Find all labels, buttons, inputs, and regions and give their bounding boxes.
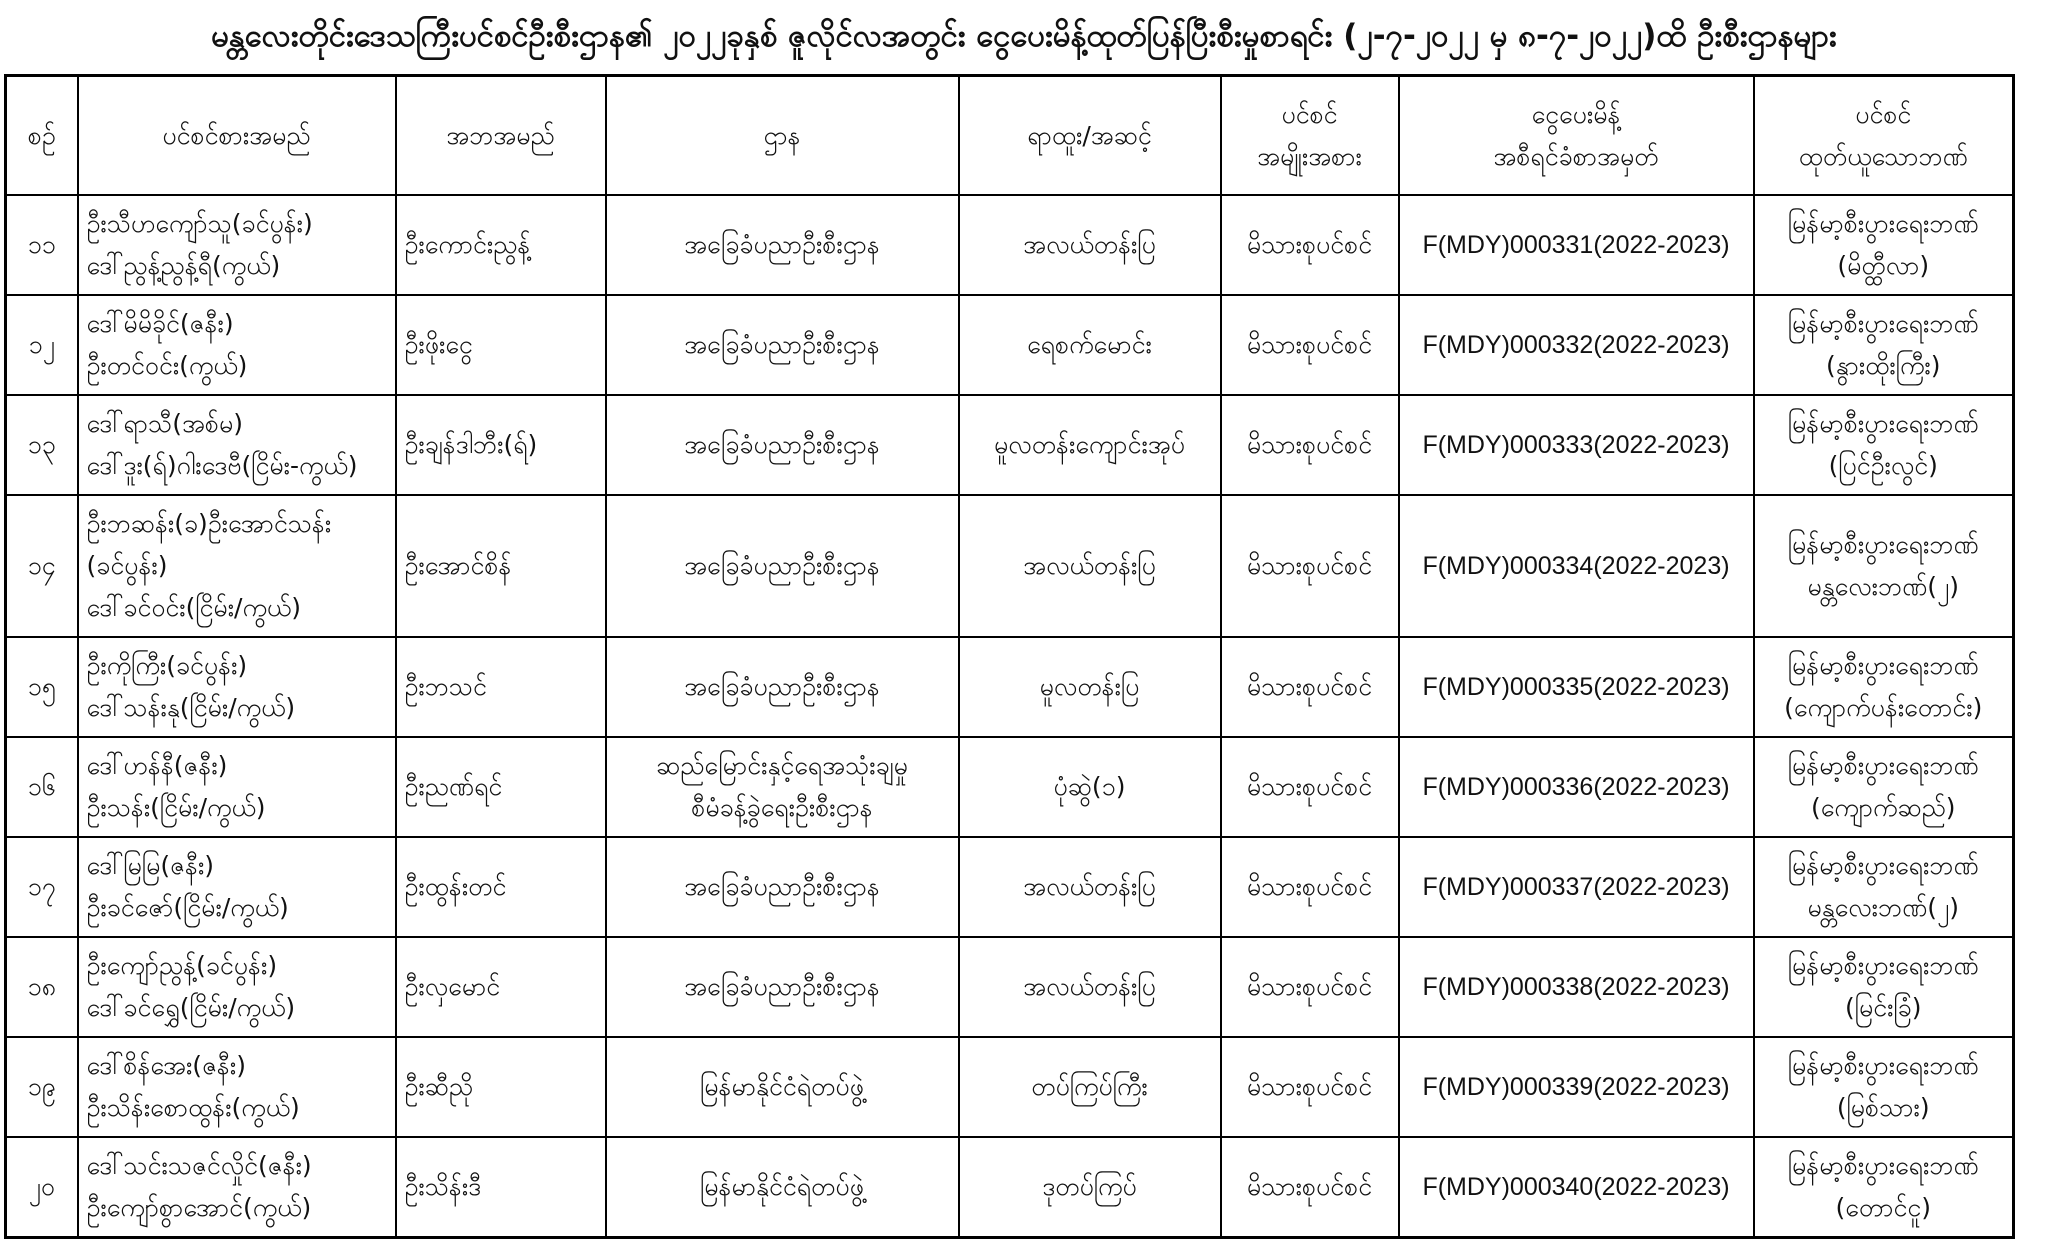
cell-bank — [1754, 637, 2014, 737]
department-line: စီမံခန့်ခွဲရေးဦးစီးဌာန — [691, 793, 873, 822]
cell-no: ၁၃ — [6, 395, 78, 495]
table-row — [6, 937, 2014, 1037]
department-line: အခြေခံပညာဦးစီးဌာန — [684, 551, 880, 580]
bank-line: မြန်မာ့စီးပွားရေးဘဏ် — [1787, 309, 1979, 338]
header-pension-type-line1: ပင်စင် — [1281, 99, 1338, 129]
cell-father-name: ဦးထွန်းတင် — [396, 837, 606, 937]
pensioner-name-line: ဒေါ်ခင်ရွှေ(ငြိမ်း/ကွယ်) — [86, 993, 296, 1022]
bank-line: မြန်မာ့စီးပွားရေးဘဏ် — [1787, 651, 1979, 680]
department-line: မြန်မာနိုင်ငံရဲတပ်ဖွဲ့ — [700, 1072, 864, 1101]
cell-pensioner-name — [78, 1137, 396, 1238]
cell-pension-type: မိသားစုပင်စင် — [1221, 737, 1399, 837]
cell-no: ၁၉ — [6, 1037, 78, 1137]
cell-father-name: ဦးအောင်စိန် — [396, 495, 606, 637]
cell-rank: အလယ်တန်းပြ — [959, 195, 1221, 295]
bank-line: မြန်မာ့စီးပွားရေးဘဏ် — [1787, 209, 1979, 238]
cell-order-number: F(MDY)000334(2022-2023) — [1399, 495, 1754, 637]
header-department: ဌာန — [606, 76, 959, 196]
cell-order-number: F(MDY)000335(2022-2023) — [1399, 637, 1754, 737]
cell-father-name: ဦးညဏ်ရင် — [396, 737, 606, 837]
cell-rank: ရေစက်မောင်း — [959, 295, 1221, 395]
cell-no: ၁၇ — [6, 837, 78, 937]
cell-father-name: ဦးချန်ဒါဘီး(ရ်) — [396, 395, 606, 495]
pensioner-name-line: ဦးသိန်းစောထွန်း(ကွယ်) — [86, 1093, 300, 1122]
cell-order-number: F(MDY)000337(2022-2023) — [1399, 837, 1754, 937]
cell-bank — [1754, 1137, 2014, 1238]
cell-department — [606, 295, 959, 395]
table-row — [6, 637, 2014, 737]
cell-father-name: ဦးဖိုးငွေ — [396, 295, 606, 395]
table-header — [6, 76, 2014, 196]
table-row — [6, 495, 2014, 637]
pensioner-name-line: ဦးသန်း(ငြိမ်း/ကွယ်) — [86, 793, 266, 822]
bank-line: (မိတ္ထီလာ) — [1837, 251, 1930, 280]
department-line: ဆည်မြောင်းနှင့်ရေအသုံးချမှု — [656, 751, 908, 780]
cell-department — [606, 195, 959, 295]
cell-pension-type: မိသားစုပင်စင် — [1221, 837, 1399, 937]
cell-rank: ပုံဆွဲ(၁) — [959, 737, 1221, 837]
bank-line: မြန်မာ့စီးပွားရေးဘဏ် — [1787, 1051, 1979, 1080]
pensioner-name-line: ဦးသီဟကျော်သူ(ခင်ပွန်း) — [86, 209, 313, 238]
cell-father-name: ဦးသိန်းဒီ — [396, 1137, 606, 1238]
pensioner-name-line: ဦးကိုကြီး(ခင်ပွန်း) — [86, 651, 248, 680]
header-bank — [1754, 76, 2014, 196]
pensioner-name-line: ဦးခင်ဇော်(ငြိမ်း/ကွယ်) — [86, 893, 289, 922]
pensioner-name-line: ဒေါ်ဟန်နီ(ဇနီး) — [86, 751, 228, 780]
cell-department — [606, 937, 959, 1037]
pension-table — [4, 74, 2015, 1239]
cell-order-number: F(MDY)000333(2022-2023) — [1399, 395, 1754, 495]
cell-father-name: ဦးဆီညို — [396, 1037, 606, 1137]
cell-father-name: ဦးလှမောင် — [396, 937, 606, 1037]
cell-bank — [1754, 937, 2014, 1037]
bank-line: (ကျောက်ပန်းတောင်း) — [1784, 693, 1983, 722]
cell-rank: တပ်ကြပ်ကြီး — [959, 1037, 1221, 1137]
cell-pension-type: မိသားစုပင်စင် — [1221, 937, 1399, 1037]
header-pension-type-line2: အမျိုးအစား — [1257, 141, 1362, 171]
cell-pensioner-name — [78, 637, 396, 737]
pensioner-name-line: ဒေါ်ဒူး(ရ်)ဂါးဒေဗီ(ငြိမ်း-ကွယ်) — [86, 451, 358, 480]
cell-department — [606, 837, 959, 937]
cell-no: ၂၀ — [6, 1137, 78, 1238]
cell-department — [606, 737, 959, 837]
table-row — [6, 837, 2014, 937]
header-no: စဉ် — [6, 76, 78, 196]
bank-line: မန္တလေးဘဏ်(၂) — [1807, 572, 1960, 601]
bank-line: (ကျောက်ဆည်) — [1810, 793, 1956, 822]
header-row — [6, 76, 2014, 196]
cell-pensioner-name — [78, 495, 396, 637]
table-row — [6, 395, 2014, 495]
header-order-number-line1: ငွေပေးမိန့် — [1531, 99, 1621, 129]
cell-no: ၁၁ — [6, 195, 78, 295]
cell-order-number: F(MDY)000339(2022-2023) — [1399, 1037, 1754, 1137]
pensioner-name-line: ဒေါ်ရာသီ(အစ်မ) — [86, 409, 244, 438]
cell-no: ၁၅ — [6, 637, 78, 737]
bank-line: မြန်မာ့စီးပွားရေးဘဏ် — [1787, 851, 1979, 880]
cell-department — [606, 1037, 959, 1137]
cell-order-number: F(MDY)000332(2022-2023) — [1399, 295, 1754, 395]
cell-pension-type: မိသားစုပင်စင် — [1221, 1137, 1399, 1238]
bank-line: မြန်မာ့စီးပွားရေးဘဏ် — [1787, 751, 1979, 780]
table-row — [6, 195, 2014, 295]
header-order-number-line2: အစီရင်ခံစာအမှတ် — [1493, 141, 1659, 171]
cell-pensioner-name — [78, 395, 396, 495]
pensioner-name-line: ဒေါ်သန်းနု(ငြိမ်း/ကွယ်) — [86, 693, 296, 722]
cell-order-number: F(MDY)000340(2022-2023) — [1399, 1137, 1754, 1238]
cell-bank — [1754, 495, 2014, 637]
cell-rank: မူလတန်းကျောင်းအုပ် — [959, 395, 1221, 495]
cell-father-name: ဦးကောင်းညွန့် — [396, 195, 606, 295]
cell-bank — [1754, 195, 2014, 295]
cell-department — [606, 395, 959, 495]
cell-pensioner-name — [78, 937, 396, 1037]
bank-line: မြန်မာ့စီးပွားရေးဘဏ် — [1787, 530, 1979, 559]
table-row — [6, 295, 2014, 395]
bank-line: မြန်မာ့စီးပွားရေးဘဏ် — [1787, 951, 1979, 980]
cell-pension-type: မိသားစုပင်စင် — [1221, 495, 1399, 637]
table-row — [6, 1137, 2014, 1238]
cell-pension-type: မိသားစုပင်စင် — [1221, 295, 1399, 395]
pensioner-name-line: ဒေါ်စိန်အေး(ဇနီး) — [86, 1051, 246, 1080]
cell-bank — [1754, 1037, 2014, 1137]
bank-line: မန္တလေးဘဏ်(၂) — [1807, 893, 1960, 922]
cell-bank — [1754, 295, 2014, 395]
cell-no: ၁၈ — [6, 937, 78, 1037]
bank-line: (တောင်ငူ) — [1835, 1193, 1931, 1222]
cell-pensioner-name — [78, 737, 396, 837]
cell-department — [606, 495, 959, 637]
department-line: အခြေခံပညာဦးစီးဌာန — [684, 330, 880, 359]
bank-line: (ပြင်ဦးလွင်) — [1828, 451, 1938, 480]
department-line: အခြေခံပညာဦးစီးဌာန — [684, 430, 880, 459]
header-pensioner: ပင်စင်စားအမည် — [78, 76, 396, 196]
pensioner-name-line: ဦးဘဆန်း(ခ)ဦးအောင်သန်း — [86, 509, 332, 538]
cell-pensioner-name — [78, 837, 396, 937]
pensioner-name-line: ဦးတင်ဝင်း(ကွယ်) — [86, 351, 248, 380]
cell-bank — [1754, 737, 2014, 837]
bank-line: (မြစ်သား) — [1836, 1093, 1930, 1122]
pensioner-name-line: ဒေါ်မိမိခိုင်(ဇနီး) — [86, 309, 234, 338]
cell-rank: အလယ်တန်းပြ — [959, 937, 1221, 1037]
cell-rank: ဒုတပ်ကြပ် — [959, 1137, 1221, 1238]
page-title: မန္တလေးတိုင်းဒေသကြီးပင်စင်ဦးစီးဌာန၏ ၂၀၂၂ခုနှစ် ဇူလိုင်လအတွင်း ငွေပေးမိန့်ထုတ်ပြန်ပြီးစီးမှုစာရင်း (၂-၇-၂၀၂၂ မှ ၈-၇-၂၀၂၂)ထိ ဦးစီးဌာနများ — [211, 18, 1837, 54]
cell-order-number: F(MDY)000331(2022-2023) — [1399, 195, 1754, 295]
cell-bank — [1754, 395, 2014, 495]
department-line: အခြေခံပညာဦးစီးဌာန — [684, 872, 880, 901]
header-bank-line1: ပင်စင် — [1855, 99, 1912, 129]
bank-line: မြန်မာ့စီးပွားရေးဘဏ် — [1787, 409, 1979, 438]
cell-pension-type: မိသားစုပင်စင် — [1221, 1037, 1399, 1137]
header-order-number — [1399, 76, 1754, 196]
cell-pensioner-name — [78, 295, 396, 395]
cell-pensioner-name — [78, 195, 396, 295]
pensioner-name-line: (ခင်ပွန်း) — [86, 551, 168, 580]
cell-no: ၁၄ — [6, 495, 78, 637]
cell-no: ၁၆ — [6, 737, 78, 837]
department-line: အခြေခံပညာဦးစီးဌာန — [684, 672, 880, 701]
department-line: အခြေခံပညာဦးစီးဌာန — [684, 230, 880, 259]
header-pension-type — [1221, 76, 1399, 196]
cell-father-name: ဦးဘသင် — [396, 637, 606, 737]
pensioner-name-line: ဒေါ်ခင်ဝင်း(ငြိမ်း/ကွယ်) — [86, 593, 301, 622]
bank-line: (နွားထိုးကြီး) — [1825, 351, 1941, 380]
cell-pensioner-name — [78, 1037, 396, 1137]
cell-order-number: F(MDY)000338(2022-2023) — [1399, 937, 1754, 1037]
cell-rank: အလယ်တန်းပြ — [959, 837, 1221, 937]
cell-rank: မူလတန်းပြ — [959, 637, 1221, 737]
pensioner-name-line: ဒေါ်သင်းသဇင်လှိုင်(ဇနီး) — [86, 1151, 312, 1180]
pensioner-name-line: ဒေါ်မြမြ(ဇနီး) — [86, 851, 215, 880]
header-father: အဘအမည် — [396, 76, 606, 196]
cell-rank: အလယ်တန်းပြ — [959, 495, 1221, 637]
cell-bank — [1754, 837, 2014, 937]
cell-order-number: F(MDY)000336(2022-2023) — [1399, 737, 1754, 837]
bank-line: မြန်မာ့စီးပွားရေးဘဏ် — [1787, 1151, 1979, 1180]
bank-line: (မြင်းခြံ) — [1845, 993, 1922, 1022]
pensioner-name-line: ဒေါ်ညွန့်ညွန့်ရီ(ကွယ်) — [86, 251, 281, 280]
cell-pension-type: မိသားစုပင်စင် — [1221, 395, 1399, 495]
pensioner-name-line: ဦးကျော်ညွန့်(ခင်ပွန်း) — [86, 951, 278, 980]
cell-no: ၁၂ — [6, 295, 78, 395]
department-line: အခြေခံပညာဦးစီးဌာန — [684, 972, 880, 1001]
table-row — [6, 1037, 2014, 1137]
header-rank: ရာထူး/အဆင့် — [959, 76, 1221, 196]
department-line: မြန်မာနိုင်ငံရဲတပ်ဖွဲ့ — [700, 1172, 864, 1201]
cell-pension-type: မိသားစုပင်စင် — [1221, 195, 1399, 295]
cell-department — [606, 1137, 959, 1238]
header-bank-line2: ထုတ်ယူသောဘဏ် — [1798, 141, 1968, 171]
table-body — [6, 195, 2014, 1238]
pensioner-name-line: ဦးကျော်စွာအောင်(ကွယ်) — [86, 1193, 312, 1222]
cell-pension-type: မိသားစုပင်စင် — [1221, 637, 1399, 737]
table-row — [6, 737, 2014, 837]
cell-department — [606, 637, 959, 737]
